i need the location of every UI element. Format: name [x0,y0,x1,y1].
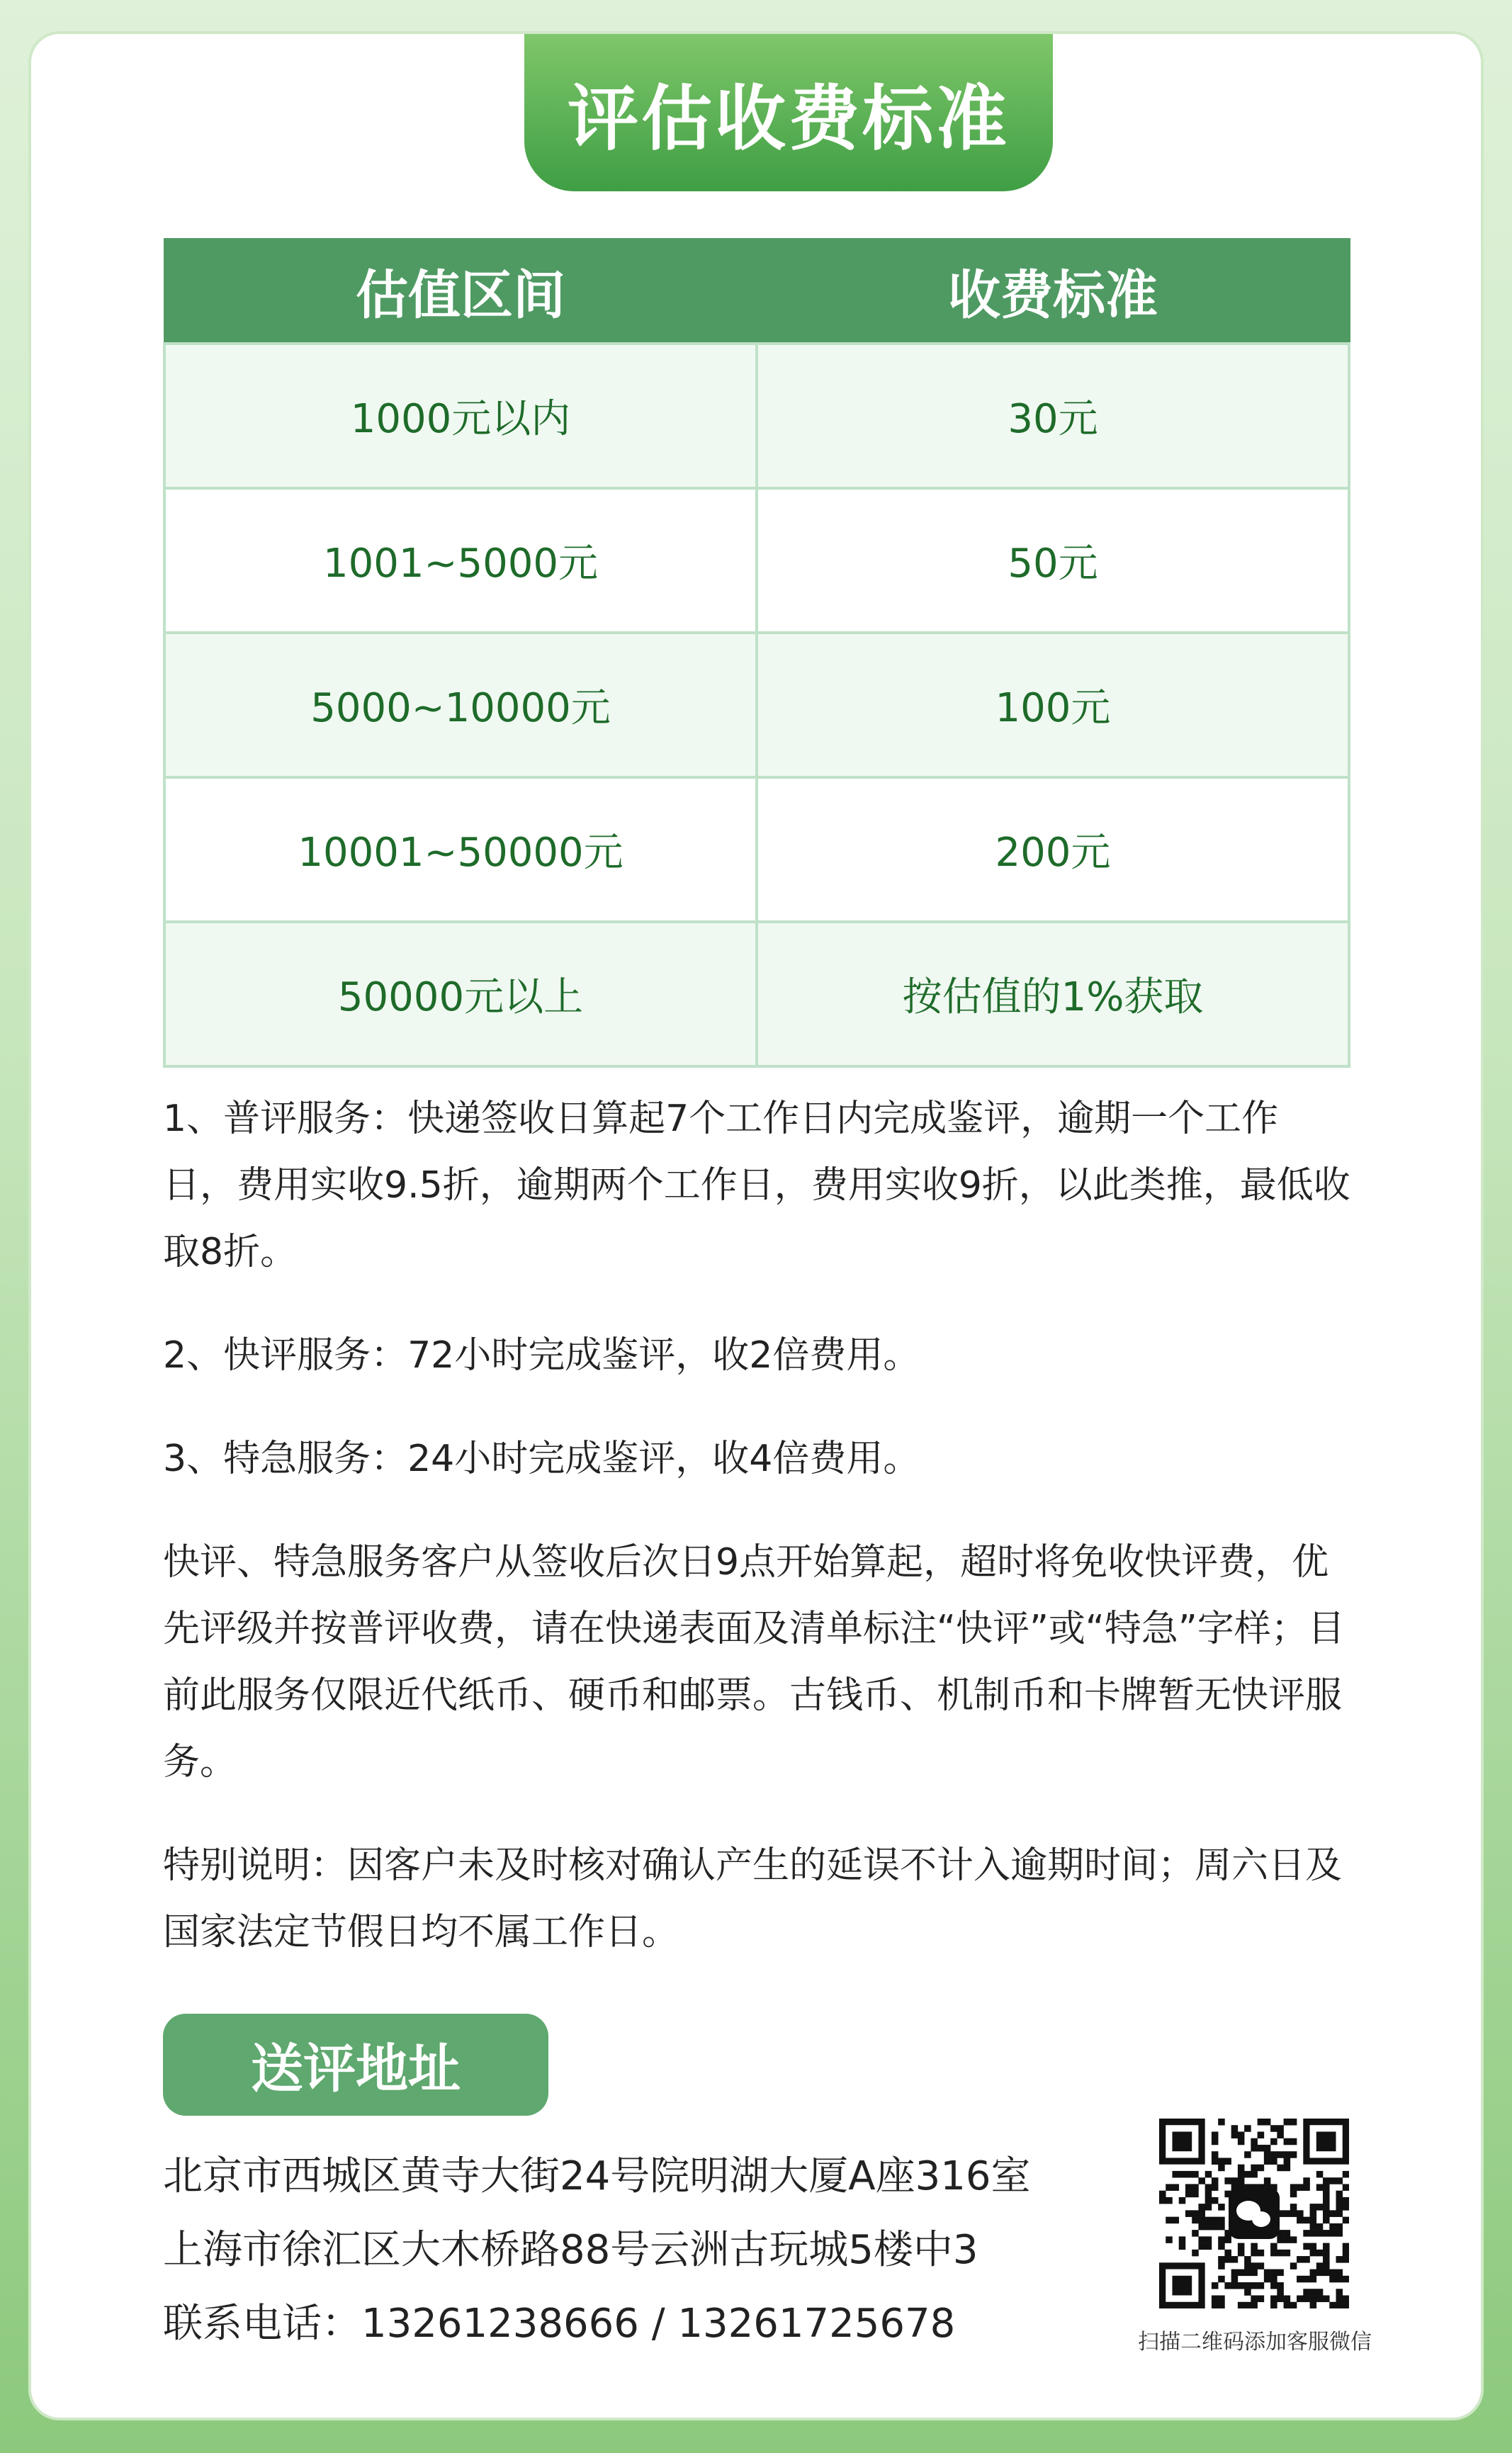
fee-cell: 50元 [757,488,1349,633]
valuation-range-cell: 10001~50000元 [164,777,757,922]
header-fee-standard: 收费标准 [757,239,1349,344]
table-row [164,777,1349,922]
note-special-statement: 特别说明：因客户未及时核对确认产生的延误不计入逾期时间；周六日及国家法定节假日均不属工作日。 [163,1844,1343,1953]
fee-cell: 按估值的1%获取 [757,922,1349,1066]
contact-phone: 联系电话：13261238666 / 13261725678 [163,2301,956,2347]
table-row [164,633,1349,777]
valuation-range-cell: 1000元以内 [164,344,757,488]
address-beijing: 北京市西城区黄寺大街24号院明湖大厦A座316室 [163,2153,1031,2199]
fee-cell: 200元 [757,777,1349,922]
address-section-title: 送评地址 [163,2014,548,2116]
fee-cell: 30元 [757,344,1349,488]
qr-caption: 扫描二维码添加客服微信 [1138,2330,1372,2355]
table-row [164,344,1349,488]
header-valuation-range: 估值区间 [164,239,757,344]
valuation-range-cell: 1001~5000元 [164,488,757,633]
fee-cell: 100元 [757,633,1349,777]
wechat-qr-code-icon[interactable] [1159,2119,1349,2308]
table-row [164,488,1349,633]
address-shanghai: 上海市徐汇区大木桥路88号云洲古玩城5楼中3 [163,2227,978,2273]
note-urgent-service: 3、特急服务：24小时完成鉴评，收4倍费用。 [163,1438,920,1480]
note-standard-service: 1、普评服务：快递签收日算起7个工作日内完成鉴评，逾期一个工作日，费用实收9.5折，逾期两个工作日，费用实收9折，以此类推，最低收取8折。 [163,1098,1350,1273]
address-list [163,2140,1084,2361]
note-express-rules: 快评、特急服务客户从签收后次日9点开始算起，超时将免收快评费，优先评级并按普评收费，请在快递表面及清单标注“快评”或“特急”字样；目前此服务仅限近代纸币、硬币和邮票。古钱币、机制币和卡牌暂无快评服务。 [163,1541,1345,1783]
valuation-range-cell: 5000~10000元 [164,633,757,777]
table-row [164,922,1349,1066]
valuation-range-cell: 50000元以上 [164,922,757,1066]
service-notes [163,1085,1350,2002]
note-express-service: 2、快评服务：72小时完成鉴评，收2倍费用。 [163,1334,920,1377]
qr-code-graphic [1159,2119,1349,2308]
fee-table [163,238,1350,1068]
table-header-row [164,239,1349,344]
page-title: 评估收费标准 [524,34,1053,191]
